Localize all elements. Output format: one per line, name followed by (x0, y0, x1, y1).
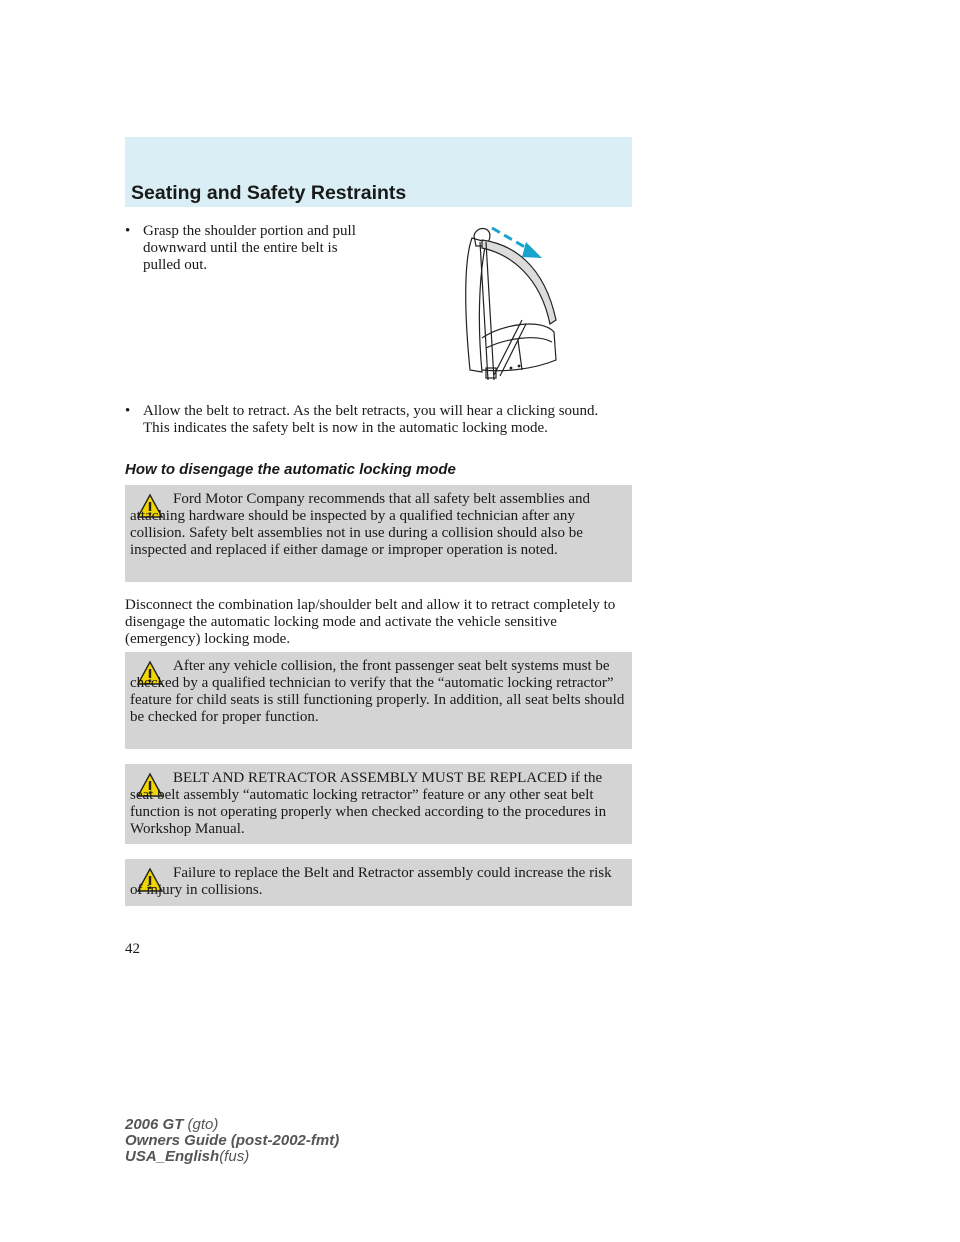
footer-line-model (125, 1117, 339, 1133)
footer-line-language (125, 1149, 339, 1165)
footer-language: USA_English (125, 1148, 220, 1165)
bullet-marker: • (125, 403, 131, 419)
section-header-band (125, 137, 632, 207)
warning-text: Ford Motor Company recommends that all safety belt assemblies and attaching hardware should be inspected by a qualified technician after any collision. Safety belt assemblies not in use during a collision should also be inspected and replaced if either damage or improper operation is noted. (130, 491, 590, 558)
footer-language-code: (fus) (219, 1148, 250, 1165)
warning-box (125, 485, 632, 582)
document-footer (125, 1117, 339, 1165)
bullet-marker: • (125, 223, 131, 239)
instruction-paragraph: Disconnect the combination lap/shoulder belt and allow it to retract completely to disengage the automatic locking mode and activate the vehicle sensitive (emergency) locking mode. (125, 597, 616, 647)
warning-text: Failure to replace the Belt and Retractor assembly could increase the risk of injury in collisions. (130, 865, 612, 898)
seat-belt-illustration (452, 220, 562, 390)
bullet-item (125, 223, 385, 283)
section-title: Seating and Safety Restraints (131, 182, 407, 204)
subheading: How to disengage the automatic locking mode (125, 461, 456, 478)
footer-guide: Owners Guide (post-2002-fmt) (125, 1132, 340, 1149)
warning-box (125, 764, 632, 844)
warning-box (125, 859, 632, 906)
warning-text: After any vehicle collision, the front passenger seat belt systems must be checked by a qualified technician to verify that the “automatic locking retractor” feature for child seats is still functioning properly. In addition, all seat belts should be checked for proper function. (130, 658, 625, 725)
page-number: 42 (125, 941, 140, 957)
warning-box (125, 652, 632, 749)
footer-model: 2006 GT (125, 1116, 184, 1133)
footer-model-code: (gto) (187, 1116, 219, 1133)
bullet-item (125, 403, 630, 455)
warning-text: BELT AND RETRACTOR ASSEMBLY MUST BE REPLACED if the seat belt assembly “automatic locking retractor” feature or any other seat belt function is not operating properly when checked according to the procedures in Workshop Manual. (130, 770, 607, 837)
bullet-text: Grasp the shoulder portion and pull downward until the entire belt is pulled out. (143, 223, 356, 273)
bullet-text: Allow the belt to retract. As the belt retracts, you will hear a clicking sound. This indicates the safety belt is now in the automatic locking mode. (143, 403, 599, 436)
